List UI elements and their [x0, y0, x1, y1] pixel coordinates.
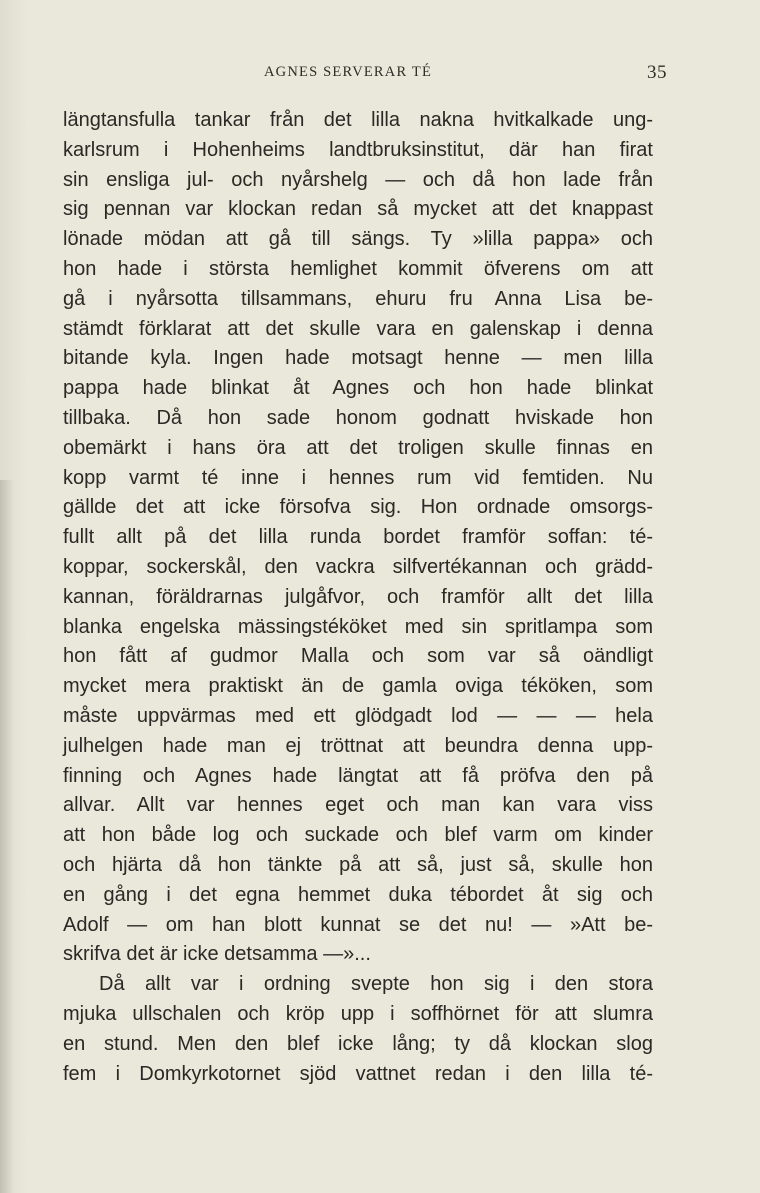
text-line: kannan, föräldrarnas julgåfvor, och framför allt det lilla: [63, 585, 653, 608]
text-line: måste uppvärmas med ett glödgadt lod — — — hela: [63, 704, 653, 727]
gutter-shadow: [0, 480, 14, 1193]
text-line: tillbaka. Då hon sade honom godnatt hviskade hon: [63, 406, 653, 429]
text-line: koppar, sockerskål, den vackra silfvertékannan och grädd-: [63, 555, 653, 578]
text-line: sig pennan var klockan redan så mycket att det knappast: [63, 198, 653, 221]
text-line: Då allt var i ordning svepte hon sig i den stora: [99, 973, 653, 996]
text-line: pappa hade blinkat åt Agnes och hon hade blinkat: [63, 377, 653, 400]
body-text: [63, 106, 653, 1089]
text-line: blanka engelska mässingstéköket med sin spritlampa som: [63, 615, 653, 638]
text-line: att hon både log och suckade och blef varm om kinder: [63, 824, 653, 847]
page-number: 35: [647, 62, 667, 83]
text-line: allvar. Allt var hennes eget och man kan vara viss: [63, 794, 653, 817]
text-line: och hjärta då hon tänkte på att så, just så, skulle hon: [63, 853, 653, 876]
text-line: bitande kyla. Ingen hade motsagt henne — men lilla: [63, 347, 653, 370]
text-line: sin ensliga jul- och nyårshelg — och då hon lade från: [63, 168, 653, 191]
running-header: [0, 62, 760, 86]
text-line: obemärkt i hans öra att det troligen skulle finnas en: [63, 436, 653, 459]
text-line: finning och Agnes hade längtat att få pröfva den på: [63, 764, 653, 787]
text-line: stämdt förklarat att det skulle vara en galenskap i denna: [63, 317, 653, 340]
text-line: gällde det att icke försofva sig. Hon ordnade omsorgs-: [63, 496, 653, 519]
text-line: lönade mödan att gå till sängs. Ty »lilla pappa» och: [63, 228, 653, 251]
text-line: kopp varmt té inne i hennes rum vid femtiden. Nu: [63, 466, 653, 489]
text-line: karlsrum i Hohenheims landtbruksinstitut, där han firat: [63, 138, 653, 161]
text-line: fullt allt på det lilla runda bordet framför soffan: té-: [63, 526, 653, 549]
text-line: julhelgen hade man ej tröttnat att beundra denna upp-: [63, 734, 653, 757]
text-line: en gång i det egna hemmet duka tébordet åt sig och: [63, 883, 653, 906]
text-line: Adolf — om han blott kunnat se det nu! — »Att be-: [63, 913, 653, 936]
text-line: mycket mera praktiskt än de gamla oviga téköken, som: [63, 675, 653, 698]
text-line: gå i nyårsotta tillsammans, ehuru fru Anna Lisa be-: [63, 287, 653, 310]
text-line: hon hade i största hemlighet kommit öfverens om att: [63, 257, 653, 280]
text-line: längtansfulla tankar från det lilla nakna hvitkalkade ung-: [63, 109, 653, 131]
text-line: skrifva det är icke detsamma —»...: [63, 943, 371, 966]
text-line: hon fått af gudmor Malla och som var så oändligt: [63, 645, 653, 668]
text-line: en stund. Men den blef icke lång; ty då klockan slog: [63, 1032, 653, 1055]
text-line: mjuka ullschalen och kröp upp i soffhörnet för att slumra: [63, 1002, 653, 1025]
running-title: AGNES SERVERAR TÉ: [264, 64, 433, 80]
text-line: fem i Domkyrkotornet sjöd vattnet redan i den lilla té-: [63, 1062, 653, 1085]
